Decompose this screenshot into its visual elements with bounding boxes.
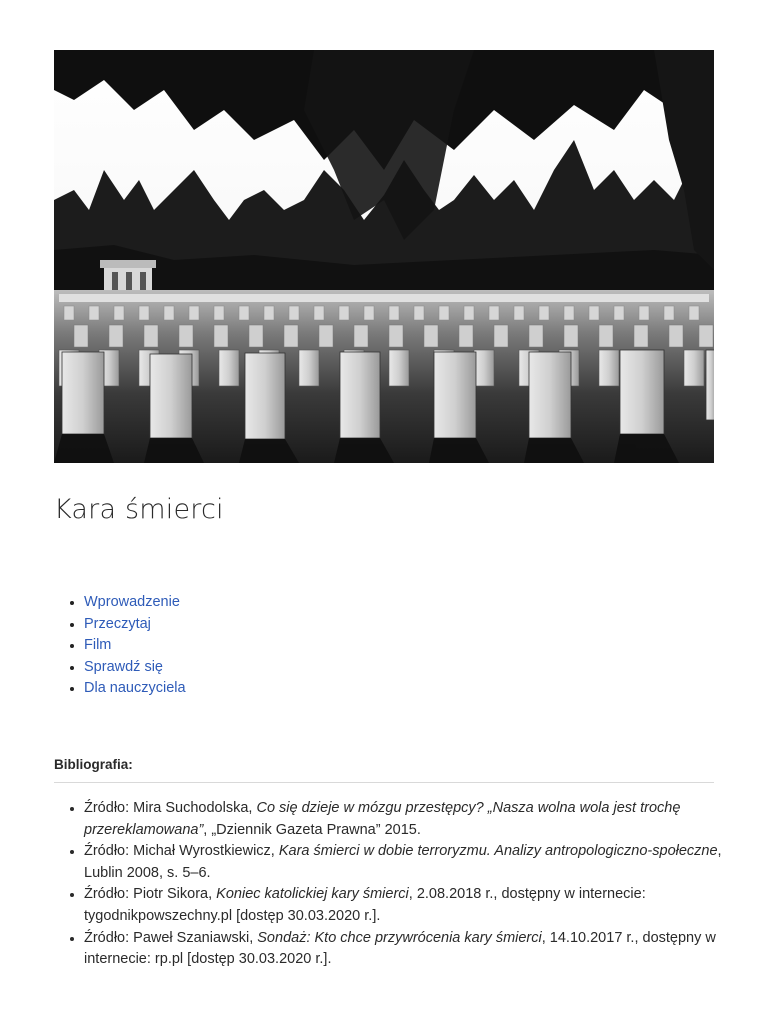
toc-link-teacher[interactable]: Dla nauczyciela [84, 680, 186, 697]
bib-prefix: Źródło: Mira Suchodolska, [84, 800, 257, 816]
toc-item [84, 614, 186, 636]
bibliography-list [64, 798, 728, 971]
bib-prefix: Źródło: Michał Wyrostkiewicz, [84, 843, 279, 860]
bib-title: Sondaż: Kto chce przywrócenia kary śmierci [257, 929, 542, 946]
bib-suffix: , Lublin 2008, s. 5–6. [84, 843, 722, 881]
bibliography-divider [54, 782, 714, 783]
hero-image [54, 50, 714, 463]
toc-item [84, 635, 186, 657]
toc-link-read[interactable]: Przeczytaj [84, 615, 151, 632]
toc-item [84, 678, 186, 700]
toc-item [84, 657, 186, 679]
table-of-contents [64, 592, 186, 700]
bibliography-item [84, 841, 728, 884]
bib-prefix: Źródło: Paweł Szaniawski, [84, 929, 258, 946]
bibliography-item [84, 928, 728, 971]
bibliography-heading: Bibliografia: [54, 757, 133, 772]
bib-title: Koniec katolickiej kary śmierci [216, 886, 409, 903]
toc-link-quiz[interactable]: Sprawdź się [84, 658, 163, 675]
toc-item [84, 592, 186, 614]
bib-title: Co się dzieje w mózgu przestępcy? „Nasza wolna wola jest trochę przereklamowana” [84, 800, 681, 838]
bib-title: Kara śmierci w dobie terroryzmu. Analizy antropologiczno-społeczne [278, 843, 718, 860]
bib-suffix: , 2.08.2018 r., dostępny w internecie: tygodnikpowszechny.pl [dostęp 30.03.2020 r.]. [84, 886, 646, 924]
bib-prefix: Źródło: Piotr Sikora, [84, 886, 217, 903]
cemetery-photo-icon [54, 50, 714, 463]
bib-suffix: , „Dziennik Gazeta Prawna” 2015. [203, 821, 421, 838]
page-title: Kara śmierci [54, 494, 224, 525]
bibliography-item [84, 798, 728, 841]
bibliography-item [84, 884, 728, 927]
bib-suffix: , 14.10.2017 r., dostępny w internecie: rp.pl [dostęp 30.03.2020 r.]. [84, 929, 716, 968]
toc-link-film[interactable]: Film [84, 637, 112, 654]
toc-link-introduction[interactable]: Wprowadzenie [84, 594, 180, 610]
